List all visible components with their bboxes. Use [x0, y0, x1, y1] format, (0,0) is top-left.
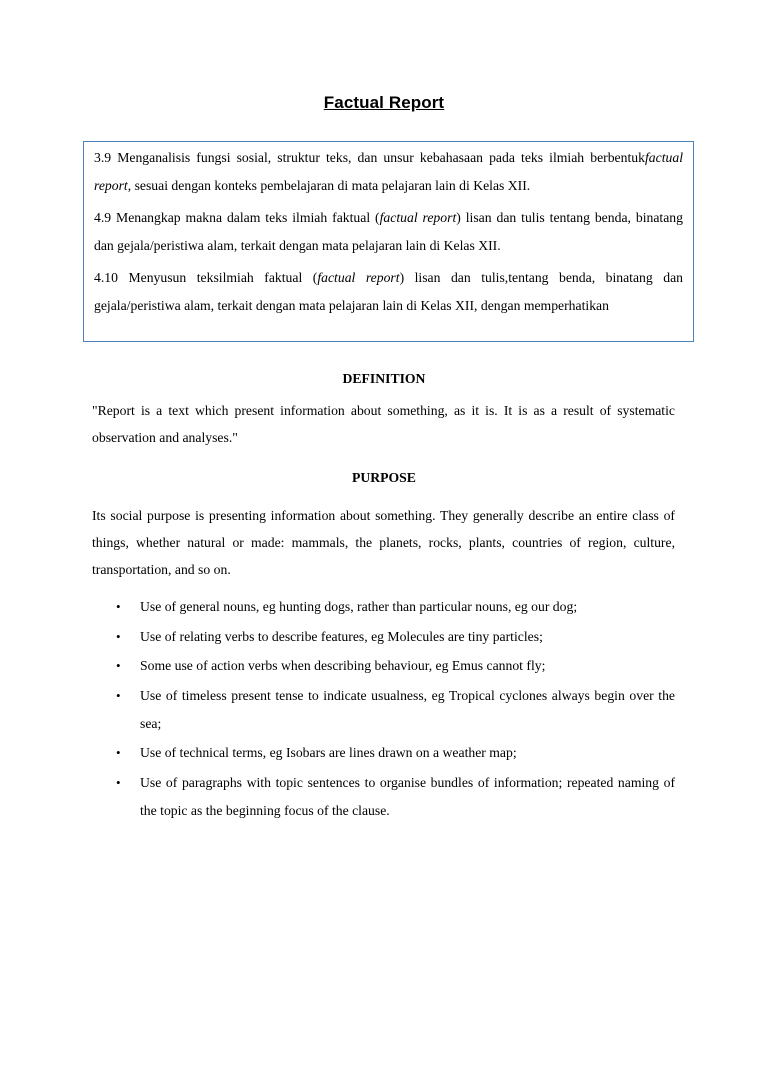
feature-list	[92, 593, 675, 826]
purpose-heading: PURPOSE	[352, 470, 416, 485]
list-item: • Use of paragraphs with topic sentences to organise bundles of information; repeated naming of the topic as the beginning focus of the clause.	[92, 769, 675, 825]
definition-text: "Report is a text which present information about something, as it is. It is as a result of systematic observation and analyses."	[92, 403, 675, 445]
list-item: • Use of general nouns, eg hunting dogs, rather than particular nouns, eg our dog;	[92, 593, 675, 621]
bullet-icon: •	[116, 774, 121, 790]
competency-item: 4.10 Menyusun teksilmiah faktual (factual report) lisan dan tulis,tentang benda, binatang dan gejala/peristiwa alam, terkait dengan mata pelajaran lain di Kelas XII, dengan memperhatikan	[94, 270, 684, 313]
list-item: • Use of technical terms, eg Isobars are lines drawn on a weather map;	[92, 739, 675, 767]
list-item: • Use of timeless present tense to indicate usualness, eg Tropical cyclones always begin over the sea;	[92, 682, 675, 738]
competency-item: 3.9 Menganalisis fungsi sosial, struktur teks, dan unsur kebahasaan pada teks ilmiah berbentukfactual report, sesuai dengan konteks pembelajaran di mata pelajaran lain di Kelas XII.	[94, 150, 683, 193]
bullet-icon: •	[116, 599, 121, 614]
list-item: • Some use of action verbs when describing behaviour, eg Emus cannot fly;	[92, 652, 675, 680]
bullet-icon: •	[116, 687, 121, 703]
bullet-icon: •	[116, 628, 121, 644]
competency-item: 4.9 Menangkap makna dalam teks ilmiah faktual (factual report) lisan dan tulis tentang benda, binatang dan gejala/peristiwa alam, terkait dengan mata pelajaran lain di Kelas XII.	[94, 210, 683, 253]
bullet-icon: •	[116, 658, 121, 673]
competency-box	[83, 141, 694, 342]
list-item: • Use of relating verbs to describe features, eg Molecules are tiny particles;	[92, 623, 675, 651]
document-title: Factual Report	[323, 93, 445, 112]
purpose-text: Its social purpose is presenting information about something. They generally describe an entire class of things, whether natural or made: mammals, the planets, rocks, plants, countries of region, culture, transportation, and so on.	[92, 508, 675, 577]
bullet-icon: •	[116, 745, 121, 760]
definition-heading: DEFINITION	[342, 371, 426, 386]
